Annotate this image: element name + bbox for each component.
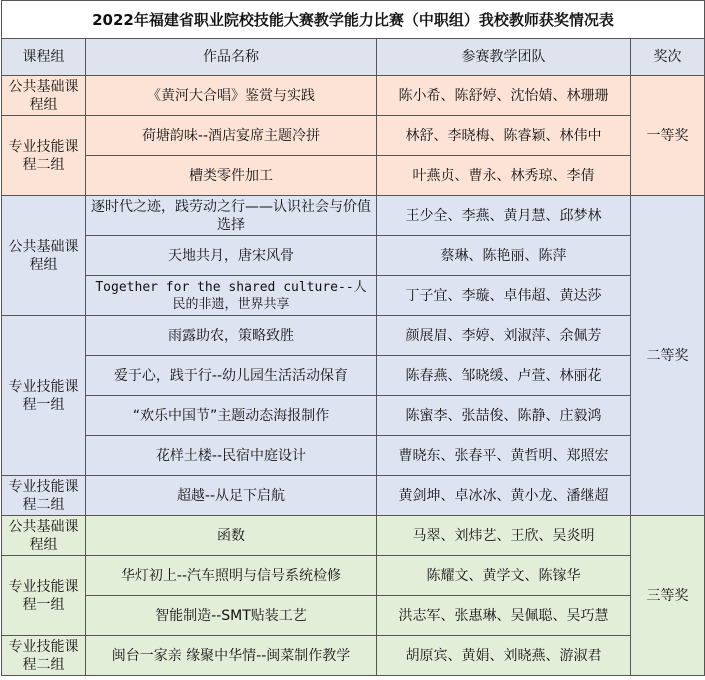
header-team: 参赛教学团队 bbox=[377, 39, 631, 76]
team-cell: 陈蜜李、张喆俊、陈静、庄毅鸿 bbox=[377, 396, 631, 436]
header-row bbox=[2, 39, 705, 76]
table-row bbox=[2, 516, 705, 556]
table-row bbox=[2, 276, 705, 316]
work-cell: 《黄河大合唱》鉴赏与实践 bbox=[86, 76, 377, 116]
team-cell: 丁子宜、李璇、卓伟超、黄达莎 bbox=[377, 276, 631, 316]
work-cell: Together for the shared culture--人民的非遗，世界共享 bbox=[86, 276, 377, 316]
work-cell: 荷塘韵味--酒店宴席主题冷拼 bbox=[86, 116, 377, 156]
table-row bbox=[2, 196, 705, 236]
team-cell: 王少全、李燕、黄月慧、邱梦林 bbox=[377, 196, 631, 236]
team-cell: 颜展眉、李婷、刘淑萍、余佩芳 bbox=[377, 316, 631, 356]
work-cell: 闽台一家亲 缘聚中华情--闽菜制作教学 bbox=[86, 636, 377, 676]
group-cell: 公共基础课程组 bbox=[2, 196, 86, 316]
work-cell: 超越--从足下启航 bbox=[86, 476, 377, 516]
team-cell: 曹晓东、张春平、黄哲明、郑照宏 bbox=[377, 436, 631, 476]
group-cell: 专业技能课程一组 bbox=[2, 556, 86, 636]
work-cell: 华灯初上--汽车照明与信号系统检修 bbox=[86, 556, 377, 596]
table-row bbox=[2, 636, 705, 676]
table-row bbox=[2, 596, 705, 636]
table-row bbox=[2, 236, 705, 276]
group-cell: 公共基础课程组 bbox=[2, 516, 86, 556]
team-cell: 陈小希、陈舒婷、沈怡婧、林珊珊 bbox=[377, 76, 631, 116]
table-row bbox=[2, 436, 705, 476]
team-cell: 陈耀文、黄学文、陈镓华 bbox=[377, 556, 631, 596]
group-cell: 专业技能课程二组 bbox=[2, 116, 86, 196]
team-cell: 洪志军、张惠琳、吴佩聪、吴巧慧 bbox=[377, 596, 631, 636]
work-cell: 智能制造--SMT贴装工艺 bbox=[86, 596, 377, 636]
table-title: 2022年福建省职业院校技能大赛教学能力比赛（中职组）我校教师获奖情况表 bbox=[2, 1, 705, 39]
team-cell: 胡原宾、黄娟、刘晓燕、游淑君 bbox=[377, 636, 631, 676]
award-cell-third: 三等奖 bbox=[631, 516, 705, 676]
table-row bbox=[2, 396, 705, 436]
work-cell: 爱于心，践于行--幼儿园生活活动保育 bbox=[86, 356, 377, 396]
work-cell: 函数 bbox=[86, 516, 377, 556]
team-cell: 马翠、刘炜艺、王欣、吴炎明 bbox=[377, 516, 631, 556]
work-cell: 天地共月，唐宋风骨 bbox=[86, 236, 377, 276]
header-award: 奖次 bbox=[631, 39, 705, 76]
table-title-row bbox=[2, 1, 705, 39]
group-cell: 专业技能课程二组 bbox=[2, 636, 86, 676]
work-cell: 槽类零件加工 bbox=[86, 156, 377, 196]
header-work: 作品名称 bbox=[86, 39, 377, 76]
group-cell: 专业技能课程一组 bbox=[2, 316, 86, 476]
table-row bbox=[2, 356, 705, 396]
award-cell-first: 一等奖 bbox=[631, 76, 705, 196]
table-row bbox=[2, 556, 705, 596]
table-row bbox=[2, 316, 705, 356]
team-cell: 叶燕贞、曹永、林秀琼、李倩 bbox=[377, 156, 631, 196]
work-cell: 雨露助农，策略致胜 bbox=[86, 316, 377, 356]
table-row bbox=[2, 116, 705, 156]
team-cell: 林舒、李晓梅、陈睿颖、林伟中 bbox=[377, 116, 631, 156]
work-cell: 花样土楼--民宿中庭设计 bbox=[86, 436, 377, 476]
group-cell: 公共基础课程组 bbox=[2, 76, 86, 116]
table-row bbox=[2, 76, 705, 116]
team-cell: 陈春燕、邹晓缓、卢萱、林丽花 bbox=[377, 356, 631, 396]
table-row bbox=[2, 156, 705, 196]
work-cell: “欢乐中国节”主题动态海报制作 bbox=[86, 396, 377, 436]
header-group: 课程组 bbox=[2, 39, 86, 76]
team-cell: 黄剑坤、卓冰冰、黄小龙、潘继超 bbox=[377, 476, 631, 516]
group-cell: 专业技能课程二组 bbox=[2, 476, 86, 516]
work-cell: 逐时代之迹，践劳动之行——认识社会与价值选择 bbox=[86, 196, 377, 236]
award-cell-second: 二等奖 bbox=[631, 196, 705, 516]
table-row bbox=[2, 476, 705, 516]
team-cell: 蔡琳、陈艳丽、陈萍 bbox=[377, 236, 631, 276]
award-table bbox=[1, 0, 705, 676]
